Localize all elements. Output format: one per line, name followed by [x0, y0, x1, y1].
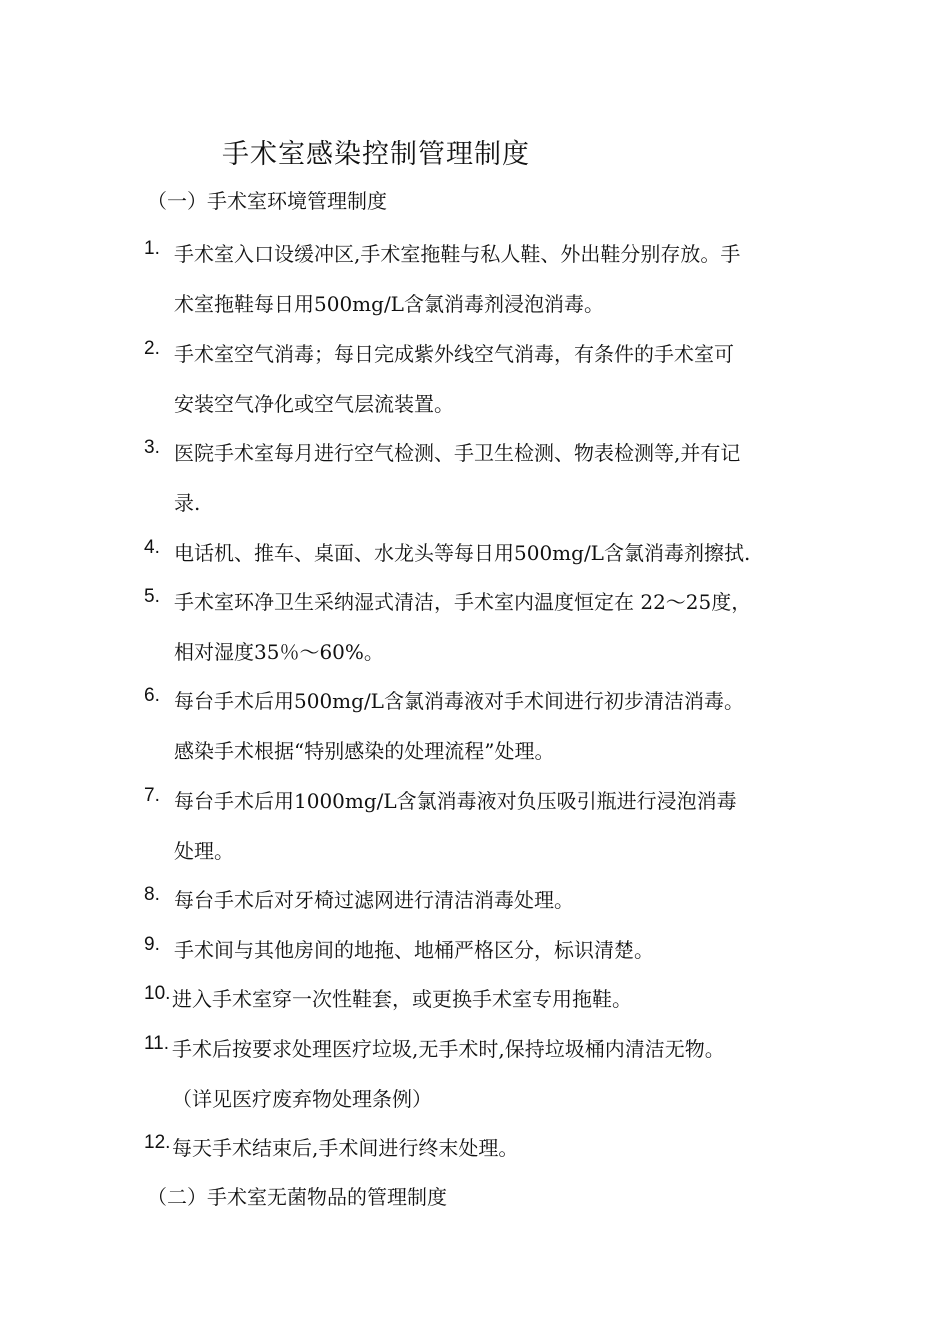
list-item-text: 手术后按要求处理医疗垃圾,无手术时,保持垃圾桶内清洁无物。 [172, 1037, 725, 1061]
list-item-text: 安装空气净化或空气层流装置。 [174, 392, 454, 416]
list-item-text: 医院手术室每月进行空气检测、手卫生检测、物表检测等,并有记 [174, 441, 741, 465]
list-item-text: 每天手术结束后,手术间进行终末处理。 [172, 1136, 519, 1160]
list-item-text: 处理。 [174, 839, 234, 863]
section-heading-sterile-items: （二）手术室无菌物品的管理制度 [147, 1185, 447, 1209]
list-item-number: 3. [144, 437, 160, 458]
list-item-text: 进入手术室穿一次性鞋套，或更换手术室专用拖鞋。 [172, 987, 632, 1011]
section-heading-environment: （一）手术室环境管理制度 [147, 189, 387, 213]
document-title: 手术室感染控制管理制度 [222, 139, 530, 170]
list-item-number: 10. [144, 983, 171, 1004]
list-item-text: 手术间与其他房间的地拖、地桶严格区分，标识清楚。 [174, 938, 654, 962]
list-item-text: 感染手术根据“特别感染的处理流程”处理。 [174, 739, 555, 763]
list-item-number: 11. [144, 1033, 170, 1054]
list-item-text: 手术室环净卫生采纳湿式清洁，手术室内温度恒定在 22～25度， [174, 590, 752, 614]
list-item-number: 7. [144, 785, 160, 806]
list-item-text: （详见医疗废弃物处理条例） [172, 1087, 432, 1111]
list-item-text: 每台手术后用1000mg/L含氯消毒液对负压吸引瓶进行浸泡消毒 [174, 789, 737, 813]
list-item-text: 手术室空气消毒；每日完成紫外线空气消毒，有条件的手术室可 [174, 342, 734, 366]
list-item-number: 8. [144, 884, 160, 905]
list-item-text: 手术室入口设缓冲区,手术室拖鞋与私人鞋、外出鞋分别存放。手 [174, 242, 741, 266]
list-item-number: 4. [144, 537, 160, 558]
list-item-text: 每台手术后对牙椅过滤网进行清洁消毒处理。 [174, 888, 574, 912]
list-item-text: 录. [174, 491, 201, 515]
list-item-number: 6. [144, 685, 160, 706]
list-item-number: 5. [144, 586, 160, 607]
list-item-text: 相对湿度35％～60%。 [174, 640, 384, 664]
list-item-text: 电话机、推车、桌面、水龙头等每日用500mg/L含氯消毒剂擦拭. [174, 541, 751, 565]
list-item-text: 每台手术后用500mg/L含氯消毒液对手术间进行初步清洁消毒。 [174, 689, 744, 713]
list-item-number: 2. [144, 338, 160, 359]
list-item-number: 12. [144, 1132, 171, 1153]
list-item-number: 1. [144, 238, 160, 259]
list-item-number: 9. [144, 934, 160, 955]
list-item-text: 术室拖鞋每日用500mg/L含氯消毒剂浸泡消毒。 [174, 292, 604, 316]
